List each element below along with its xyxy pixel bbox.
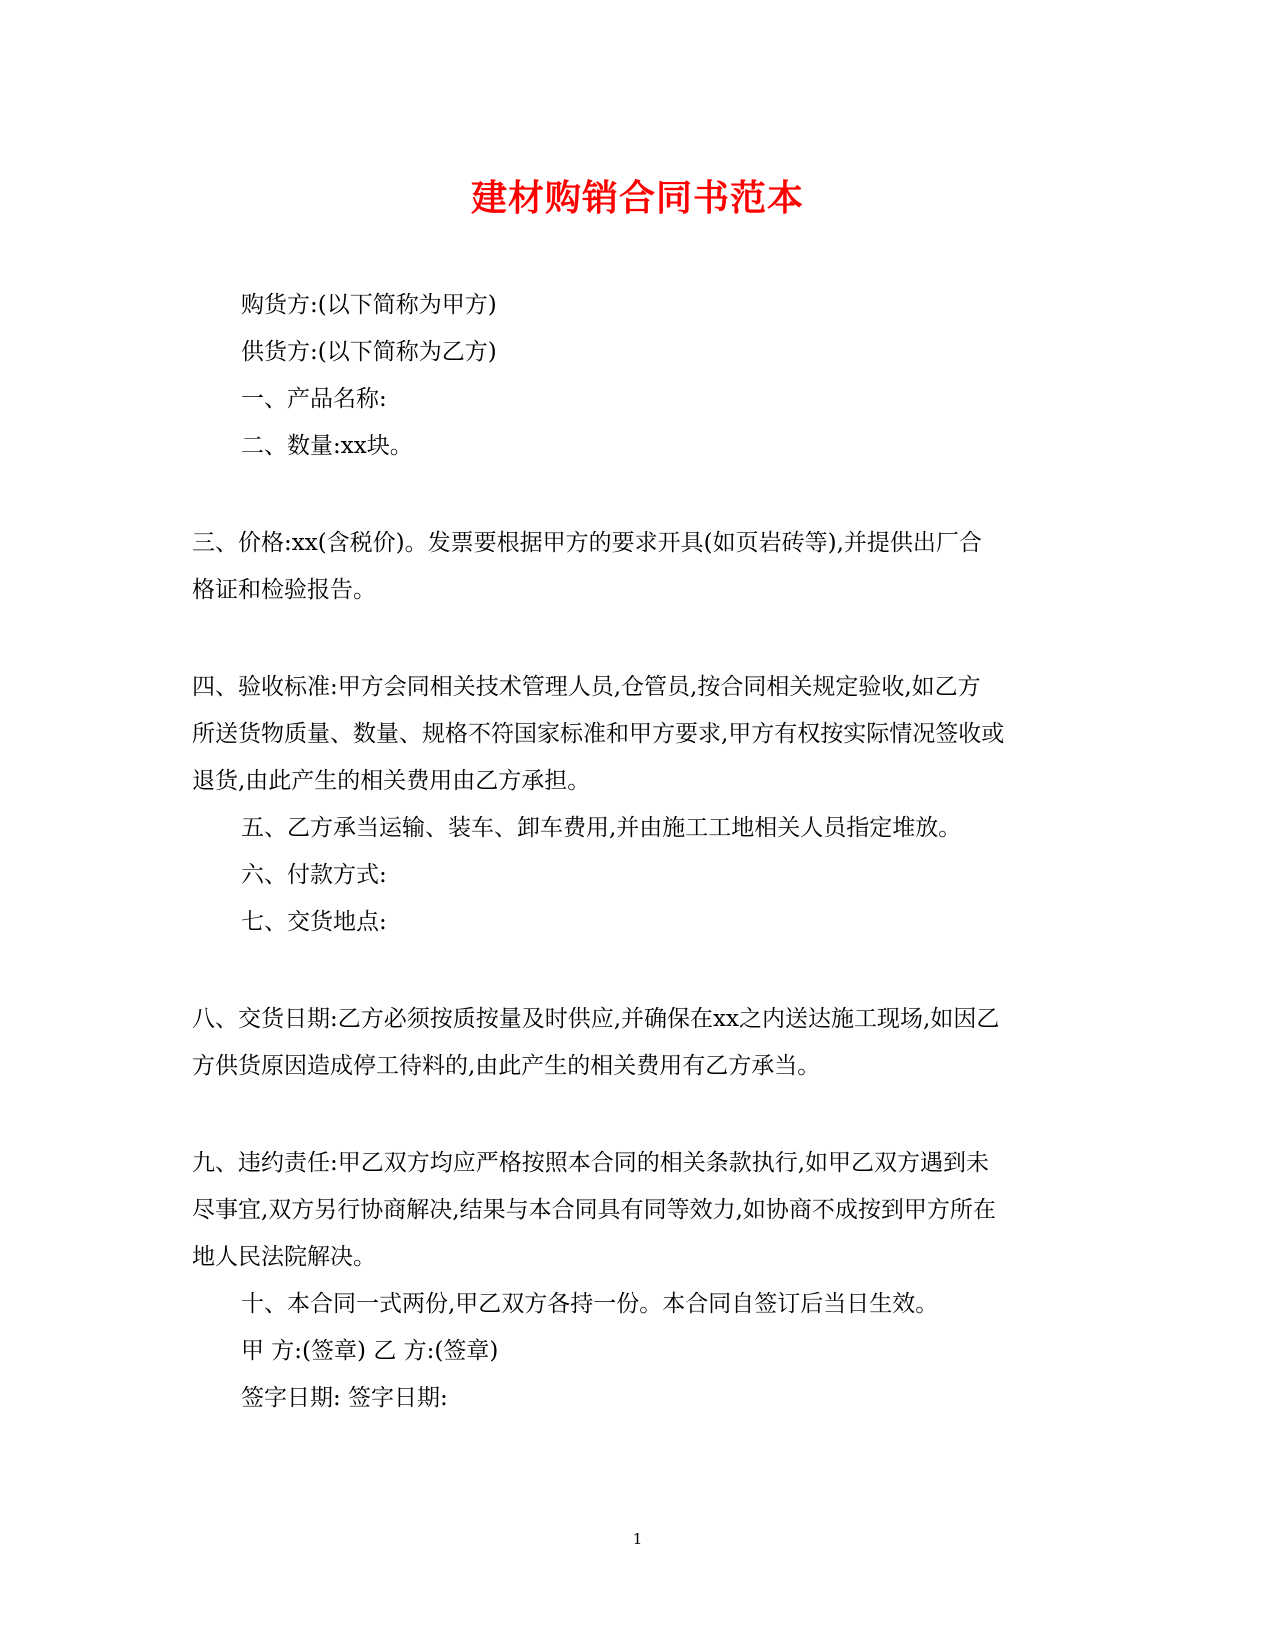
clause-10-copies: 十、本合同一式两份,甲乙双方各持一份。本合同自签订后当日生效。 bbox=[241, 1291, 939, 1317]
clause-4-acceptance-line-2: 所送货物质量、数量、规格不符国家标准和甲方要求,甲方有权按实际情况签收或 bbox=[192, 721, 1005, 747]
clause-8-delivery-date-line-2: 方供货原因造成停工待料的,由此产生的相关费用有乙方承当。 bbox=[192, 1053, 821, 1079]
clause-9-liability-line-3: 地人民法院解决。 bbox=[192, 1244, 376, 1270]
sign-date-line: 签字日期: 签字日期: bbox=[241, 1385, 448, 1411]
signature-line: 甲 方:(签章) 乙 方:(签章) bbox=[241, 1338, 499, 1364]
clause-3-price-line-2: 格证和检验报告。 bbox=[192, 577, 376, 603]
clause-2-quantity: 二、数量:xx块。 bbox=[241, 433, 413, 459]
clause-7-delivery-place: 七、交货地点: bbox=[241, 909, 387, 935]
page-number: 1 bbox=[632, 1530, 643, 1548]
clause-4-acceptance-line-3: 退货,由此产生的相关费用由乙方承担。 bbox=[192, 768, 591, 794]
clause-8-delivery-date-line-1: 八、交货日期:乙方必须按质按量及时供应,并确保在xx之内送达施工现场,如因乙 bbox=[192, 1006, 1000, 1032]
buyer-line: 购货方:(以下简称为甲方) bbox=[241, 292, 497, 318]
clause-4-acceptance-line-1: 四、验收标准:甲方会同相关技术管理人员,仓管员,按合同相关规定验收,如乙方 bbox=[192, 674, 981, 700]
clause-1-product-name: 一、产品名称: bbox=[241, 386, 387, 412]
clause-9-liability-line-1: 九、违约责任:甲乙双方均应严格按照本合同的相关条款执行,如甲乙双方遇到未 bbox=[192, 1150, 990, 1176]
clause-6-payment: 六、付款方式: bbox=[241, 862, 387, 888]
clause-3-price-line-1: 三、价格:xx(含税价)。发票要根据甲方的要求开具(如页岩砖等),并提供出厂合 bbox=[192, 530, 982, 556]
clause-9-liability-line-2: 尽事宜,双方另行协商解决,结果与本合同具有同等效力,如协商不成按到甲方所在 bbox=[192, 1197, 996, 1223]
document-title: 建材购销合同书范本 bbox=[470, 177, 804, 219]
clause-5-transport: 五、乙方承当运输、装车、卸车费用,并由施工工地相关人员指定堆放。 bbox=[241, 815, 962, 841]
supplier-line: 供货方:(以下简称为乙方) bbox=[241, 339, 497, 365]
